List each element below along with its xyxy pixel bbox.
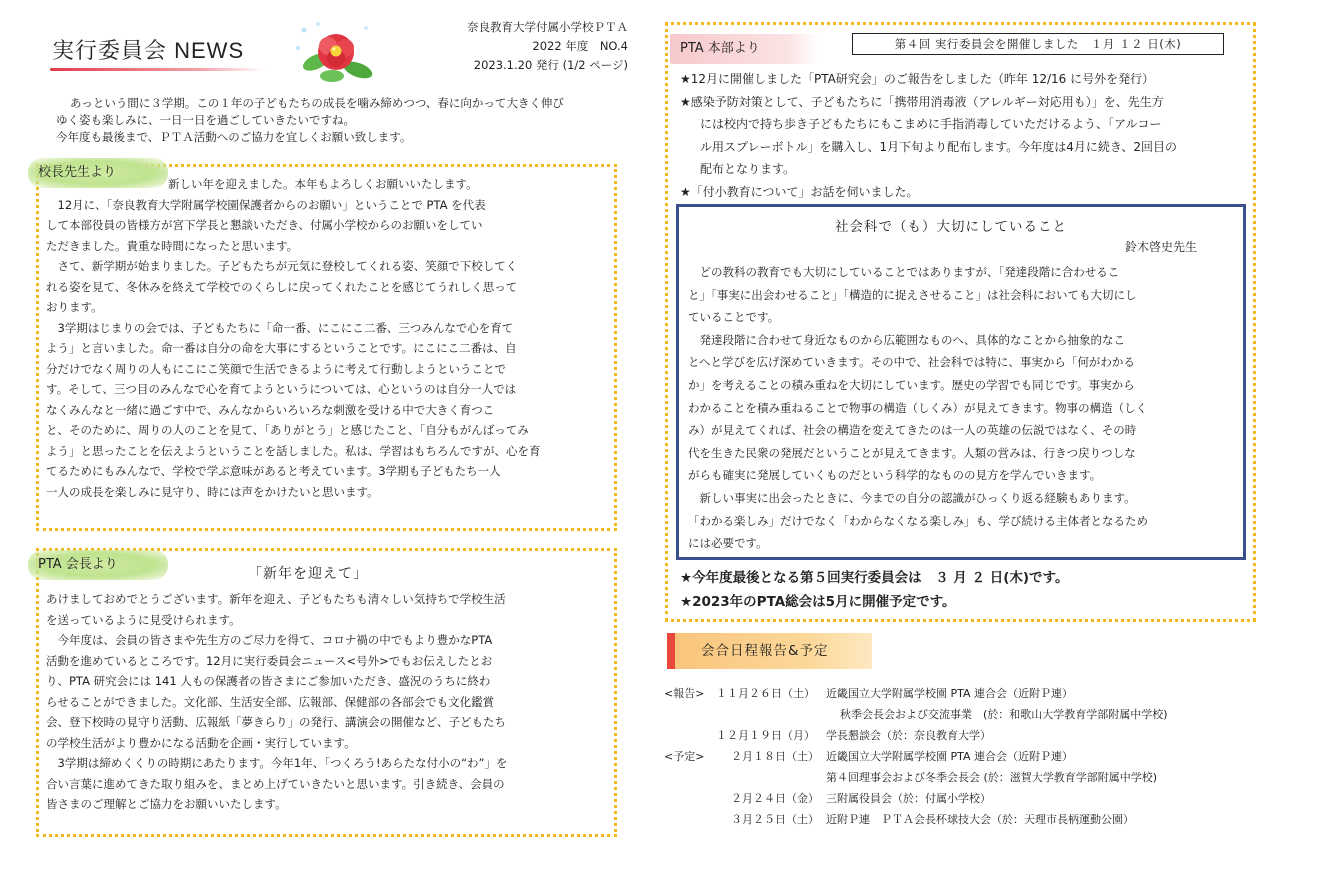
text-line: ていることです。 <box>688 310 780 325</box>
honbu-news-list <box>680 68 1245 203</box>
title-underline <box>50 68 265 71</box>
text-line: 発達段階に合わせて身近なものから広範囲なものへ、具体的なことから抽象的なこ <box>688 332 1125 347</box>
text-line: 分だけでなく周りの人もにこにこ笑顔で生活できるように考えて行動しようということで <box>46 361 506 376</box>
text-line: 活動を進めているところです。12月に実行委員会ニュース<号外>でもお伝えしたとお <box>46 653 493 668</box>
text-line: ただきました。貴重な時間になったと思います。 <box>46 238 299 253</box>
issue-number: 2022 年度 NO.4 <box>532 39 628 53</box>
text-line: を送っているように見受けられます。 <box>46 612 241 627</box>
issue-info <box>418 18 628 75</box>
news-item: ★「付小教育について」お話を伺いました。 <box>680 184 919 199</box>
schedule-tag: <予定> <box>664 750 705 763</box>
article-body <box>688 261 1238 555</box>
schedule-text: 近畿国立大学附属学校園 PTA 連合会（近附Ｐ連） <box>826 750 1074 763</box>
text-line: の学校生活がより豊かになる活動を企画・実行しています。 <box>46 735 356 750</box>
principal-message <box>46 174 608 502</box>
text-line: 「わかる楽しみ」だけでなく「わからなくなる楽しみ」も、学び続ける主体者となるため <box>688 513 1148 528</box>
announcement: ★2023年のPTA総会は5月に開催予定です。 <box>680 594 956 610</box>
president-label: PTA 会長より <box>28 550 168 580</box>
text-line: あけましておめでとうございます。新年を迎え、子どもたちも清々しい気持ちで学校生活 <box>46 592 506 606</box>
text-line: がらも確実に発展していくものだという科学的なものの見方を学んでいきます。 <box>688 468 1102 483</box>
news-item-continued: には校内で持ち歩き子どもたちにもこまめに手指消毒していただけるよう、「アルコー <box>700 117 1162 131</box>
president-heading: 「新年を迎えて」 <box>248 566 368 582</box>
honbu-label: PTA 本部より <box>670 34 818 64</box>
text-line: 今年度は、会員の皆さまや先生方のご尽力を得て、コロナ禍の中でもより豊かなPTA <box>46 633 493 647</box>
text-line: らせることができました。文化部、生活安全部、広報部、保健部の各部会でも文化鑑賞 <box>46 694 495 709</box>
text-line: か」を考えることの積み重ねを大切にしています。歴史の学習でも同じです。事実から <box>688 377 1135 392</box>
principal-label: 校長先生より <box>28 158 168 188</box>
intro-text <box>56 95 616 146</box>
text-line: なくみんなと一緒に過ごす中で、みんなからいろいろな刺激を受ける中で大きく育つこ <box>46 402 495 417</box>
schedule-date: ２月２４日（金） <box>731 792 819 805</box>
text-line: おります。 <box>46 300 103 314</box>
text-line: す。そして、三つ目のみんなで心を育てようというについては、心というのは自分一人では <box>46 382 517 396</box>
schedule-date: １１月２６日（土） <box>716 687 815 700</box>
text-line: と」「事実に出会わせること」「構造的に捉えさせること」は社会科においても大切にし <box>688 287 1137 302</box>
schedule-tag: <報告> <box>664 687 705 700</box>
schedule-text: 三附属役員会（於：付属小学校） <box>826 792 991 805</box>
text-line: 3学期はじまりの会では、子どもたちに「命一番、にこにこ二番、三つみんなで心を育て <box>46 320 514 335</box>
article-title: 社会科で（も）大切にしていること <box>835 219 1067 235</box>
text-line: り、PTA 研究会には 141 人もの保護者の皆さまにご参加いただき、盛況のうちに終わ <box>46 674 491 688</box>
camellia-flower-icon <box>288 18 380 86</box>
schedule-text: 第４回理事会および冬季会長会 (於：滋賀大学教育学部附属中学校) <box>826 771 1158 784</box>
text-line: てるためにもみんなで、学校で学ぶ意味があると考えています。3学期も子どもたち一人 <box>46 464 501 478</box>
text-line: 会、登下校時の見守り活動、広報紙「夢きらり」の発行、講演会の開催など、子どもたち <box>46 715 506 729</box>
text-line: と、そのために、周りの人のことを見て、「ありがとう」と感じたこと、「自分もがんばってみ <box>46 423 529 437</box>
news-item: ★12月に開催しました「PTA研究会」のご報告をしました（昨年 12/16 に号外を発行） <box>680 72 1155 86</box>
text-line: 合い言葉に進めてきた取り組みを、まとめ上げていきたいと思います。引き続き、会員の <box>46 776 505 791</box>
article-author: 鈴木啓史先生 <box>1125 240 1198 254</box>
announcement: ★今年度最後となる第５回実行委員会は ３ 月 ２ 日(木)です。 <box>680 570 1069 586</box>
schedule-text: 秋季会長会および交流事業 (於：和歌山大学教育学部附属中学校) <box>840 708 1168 721</box>
intro-line: 今年度も最後まで、ＰＴＡ活動へのご協力を宜しくお願い致します。 <box>56 130 412 144</box>
upcoming-announcements <box>680 566 1250 614</box>
text-line: 皆さまのご理解とご協力をお願いいたします。 <box>46 797 287 811</box>
org-name: 奈良教育大学付属小学校ＰＴＡ <box>467 20 628 34</box>
schedule-text: 近畿国立大学附属学校園 PTA 連合会（近附Ｐ連） <box>826 687 1074 700</box>
schedule-heading: 会合日程報告&予定 <box>667 633 872 669</box>
text-line: とへと学びを広げ深めていきます。その中で、社会科では特に、事実から「何がわかる <box>688 355 1135 370</box>
schedule-date: ３月２５日（土） <box>731 813 819 826</box>
text-line: さて、新学期が始まりました。子どもたちが元気に登校してくれる姿、笑顔で下校してく <box>46 259 518 273</box>
news-item: ★感染予防対策として、子どもたちに「携帯用消毒液（アレルギー対応用も）」を、先生方 <box>680 94 1164 109</box>
text-line: 新しい年を迎えました。本年もよろしくお願いいたします。 <box>168 177 478 191</box>
text-line: 代を生きた民衆の発展だということが見えてきます。人類の営みは、行きつ戻りつしな <box>688 445 1136 460</box>
text-line: 新しい事実に出会ったときに、今までの自分の認識がひっくり返る経験もあります。 <box>688 490 1136 505</box>
schedule-date: ２月１８日（土） <box>731 750 819 763</box>
text-line: して本部役員の皆様方が宮下学長と懇談いただき、付属小学校からのお願いをしてい <box>46 218 483 232</box>
news-item-continued: ル用スプレーボトル」を購入し、1月下旬より配布します。今年度は4月に続き、2回目の <box>700 139 1177 154</box>
text-line: み）が見えてくれば、社会の構造を変えてきたのは一人の英雄の伝説ではなく、その時 <box>688 423 1137 438</box>
text-line: よう」と思ったことを伝えようということを話しました。私は、学習はもちろんですが、心を育 <box>46 443 541 458</box>
president-message <box>46 589 608 815</box>
schedule-date: １２月１９日（月） <box>716 729 815 742</box>
schedule-heading-accent <box>667 633 675 669</box>
text-line: どの教科の教育でも大切にしていることではありますが、「発達段階に合わせるこ <box>688 265 1120 279</box>
text-line: 一人の成長を楽しみに見守り、時には声をかけたいと思います。 <box>46 484 379 499</box>
schedule-text: 学長懇談会（於：奈良教育大学） <box>826 729 991 742</box>
text-line: 3学期は締めくくりの時期にあたります。今年1年、「つくろう!あらたな付小の“わ”」を <box>46 756 508 770</box>
issue-date: 2023.1.20 発行 (1/2 ページ) <box>473 58 628 72</box>
text-line: わかることを積み重ねることで物事の構造（しくみ）が見えてきます。物事の構造（しく <box>688 400 1148 415</box>
text-line: れる姿を見て、冬休みを終えて学校でのくらしに戻ってくれたことを感じてうれしく思って <box>46 279 518 294</box>
newsletter-title: 実行委員会 NEWS <box>52 38 245 63</box>
text-line: よう」と言いました。命一番は自分の命を大事にするということです。にこにこ二番は、自 <box>46 341 517 355</box>
text-line: 12月に、「奈良教育大学附属学校園保護者からのお願い」ということで PTA を代表 <box>46 197 486 212</box>
news-item-continued: 配布となります。 <box>700 162 796 176</box>
intro-line: ゆく姿も楽しみに、一日一日を過ごしていきたいですね。 <box>56 113 355 127</box>
intro-line: あっという間に３学期。この１年の子どもたちの成長を噛み締めつつ、春に向かって大きく伸び <box>70 96 564 110</box>
text-line: には必要です。 <box>688 536 768 551</box>
schedule-text: 近附Ｐ連 ＰＴＡ会長杯球技大会（於：天理市長柄運動公園） <box>826 813 1134 826</box>
meeting-headline: 第４回 実行委員会を開催しました １月 １２ 日(木) <box>852 33 1224 55</box>
